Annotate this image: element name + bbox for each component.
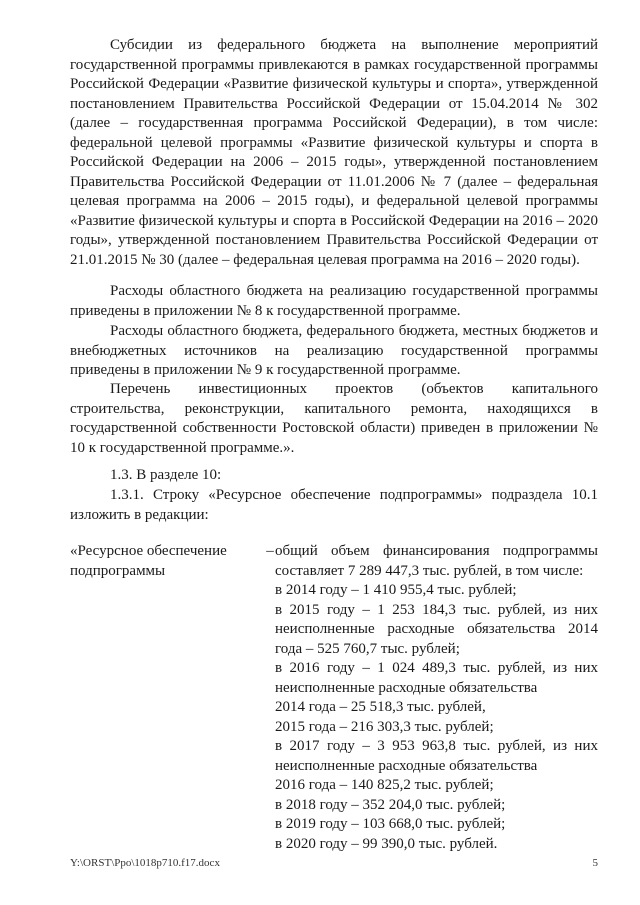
funding-line: в 2014 году – 1 410 955,4 тыс. рублей; xyxy=(275,582,517,598)
paragraph-subsection-10-1: 1.3.1. Строку «Ресурсное обеспечение подпрограммы» подраздела 10.1 изложить в редакции: xyxy=(70,487,598,523)
paragraph-section-10: 1.3. В разделе 10: xyxy=(110,467,222,483)
funding-line: в 2017 году – 3 953 963,8 тыс. рублей, из них неисполненные расходные обязательства xyxy=(275,738,598,774)
resource-row-content xyxy=(275,542,598,854)
funding-line: общий объем финансирования подпрограммы составляет 7 289 447,3 тыс. рублей, в том числе: xyxy=(275,543,598,579)
funding-line: в 2020 году – 99 390,0 тыс. рублей. xyxy=(275,835,498,852)
funding-line: в 2015 году – 1 253 184,3 тыс. рублей, из них неисполненные расходные обязательства 2014 года – 525 760,7 тыс. рублей; xyxy=(275,601,598,657)
file-path: Y:\ORST\Ppo\1018p710.f17.docx xyxy=(70,857,220,869)
funding-line: 2015 года – 216 303,3 тыс. рублей; xyxy=(275,718,494,735)
paragraph-regional-budget: Расходы областного бюджета на реализацию государственной программы приведены в приложении № 8 к государственной программе. xyxy=(70,283,598,319)
paragraph-subsidies: Субсидии из федерального бюджета на выполнение мероприятий государственной программы привлекаются в рамках государственной программы Российской Федерации «Развитие физической культуры и спорта», утвержденной постановлением Правительства Российской Федерации от 15.04.2014 № 302 (далее – государственная программа Российской Федерации), в том числе: федеральной целевой программы «Развитие физической культуры и спорта в Российской Федерации на 2006 – 2015 годы», утвержденной постановлением Правительства Российской Федерации от 11.01.2006 № 7 (далее – федеральная целевая программа на 2006 – 2015 годы), и федеральной целевой программы «Развитие физической культуры и спорта в Российской Федерации на 2016 – 2020 годы», утвержденной постановлением Правительства Российской Федерации от 21.01.2015 № 30 (далее – федеральная целевая программа на 2016 – 2020 годы). xyxy=(70,37,598,268)
funding-line: в 2019 году – 103 668,0 тыс. рублей; xyxy=(275,816,506,832)
paragraph-budget-sources: Расходы областного бюджета, федерального бюджета, местных бюджетов и внебюджетных источников на реализацию государственной программы приведены в приложении № 9 к государственной программе. xyxy=(70,323,598,378)
funding-line: в 2016 году – 1 024 489,3 тыс. рублей, из них неисполненные расходные обязательства xyxy=(275,660,598,696)
funding-line: в 2018 году – 352 204,0 тыс. рублей; xyxy=(275,796,506,813)
paragraph-investment-projects: Перечень инвестиционных проектов (объектов капитального строительства, реконструкции, капитального ремонта, находящихся в государственной собственности Ростовской области) приведен в приложении № 10 к государственной программе.». xyxy=(70,381,598,456)
resource-row-dash: – xyxy=(266,543,274,559)
page-number: 5 xyxy=(592,857,598,869)
funding-line: 2016 года – 140 825,2 тыс. рублей; xyxy=(275,777,494,793)
resource-row-label: «Ресурсное обеспечение подпрограммы xyxy=(70,543,227,579)
funding-line: 2014 года – 25 518,3 тыс. рублей, xyxy=(275,699,486,715)
